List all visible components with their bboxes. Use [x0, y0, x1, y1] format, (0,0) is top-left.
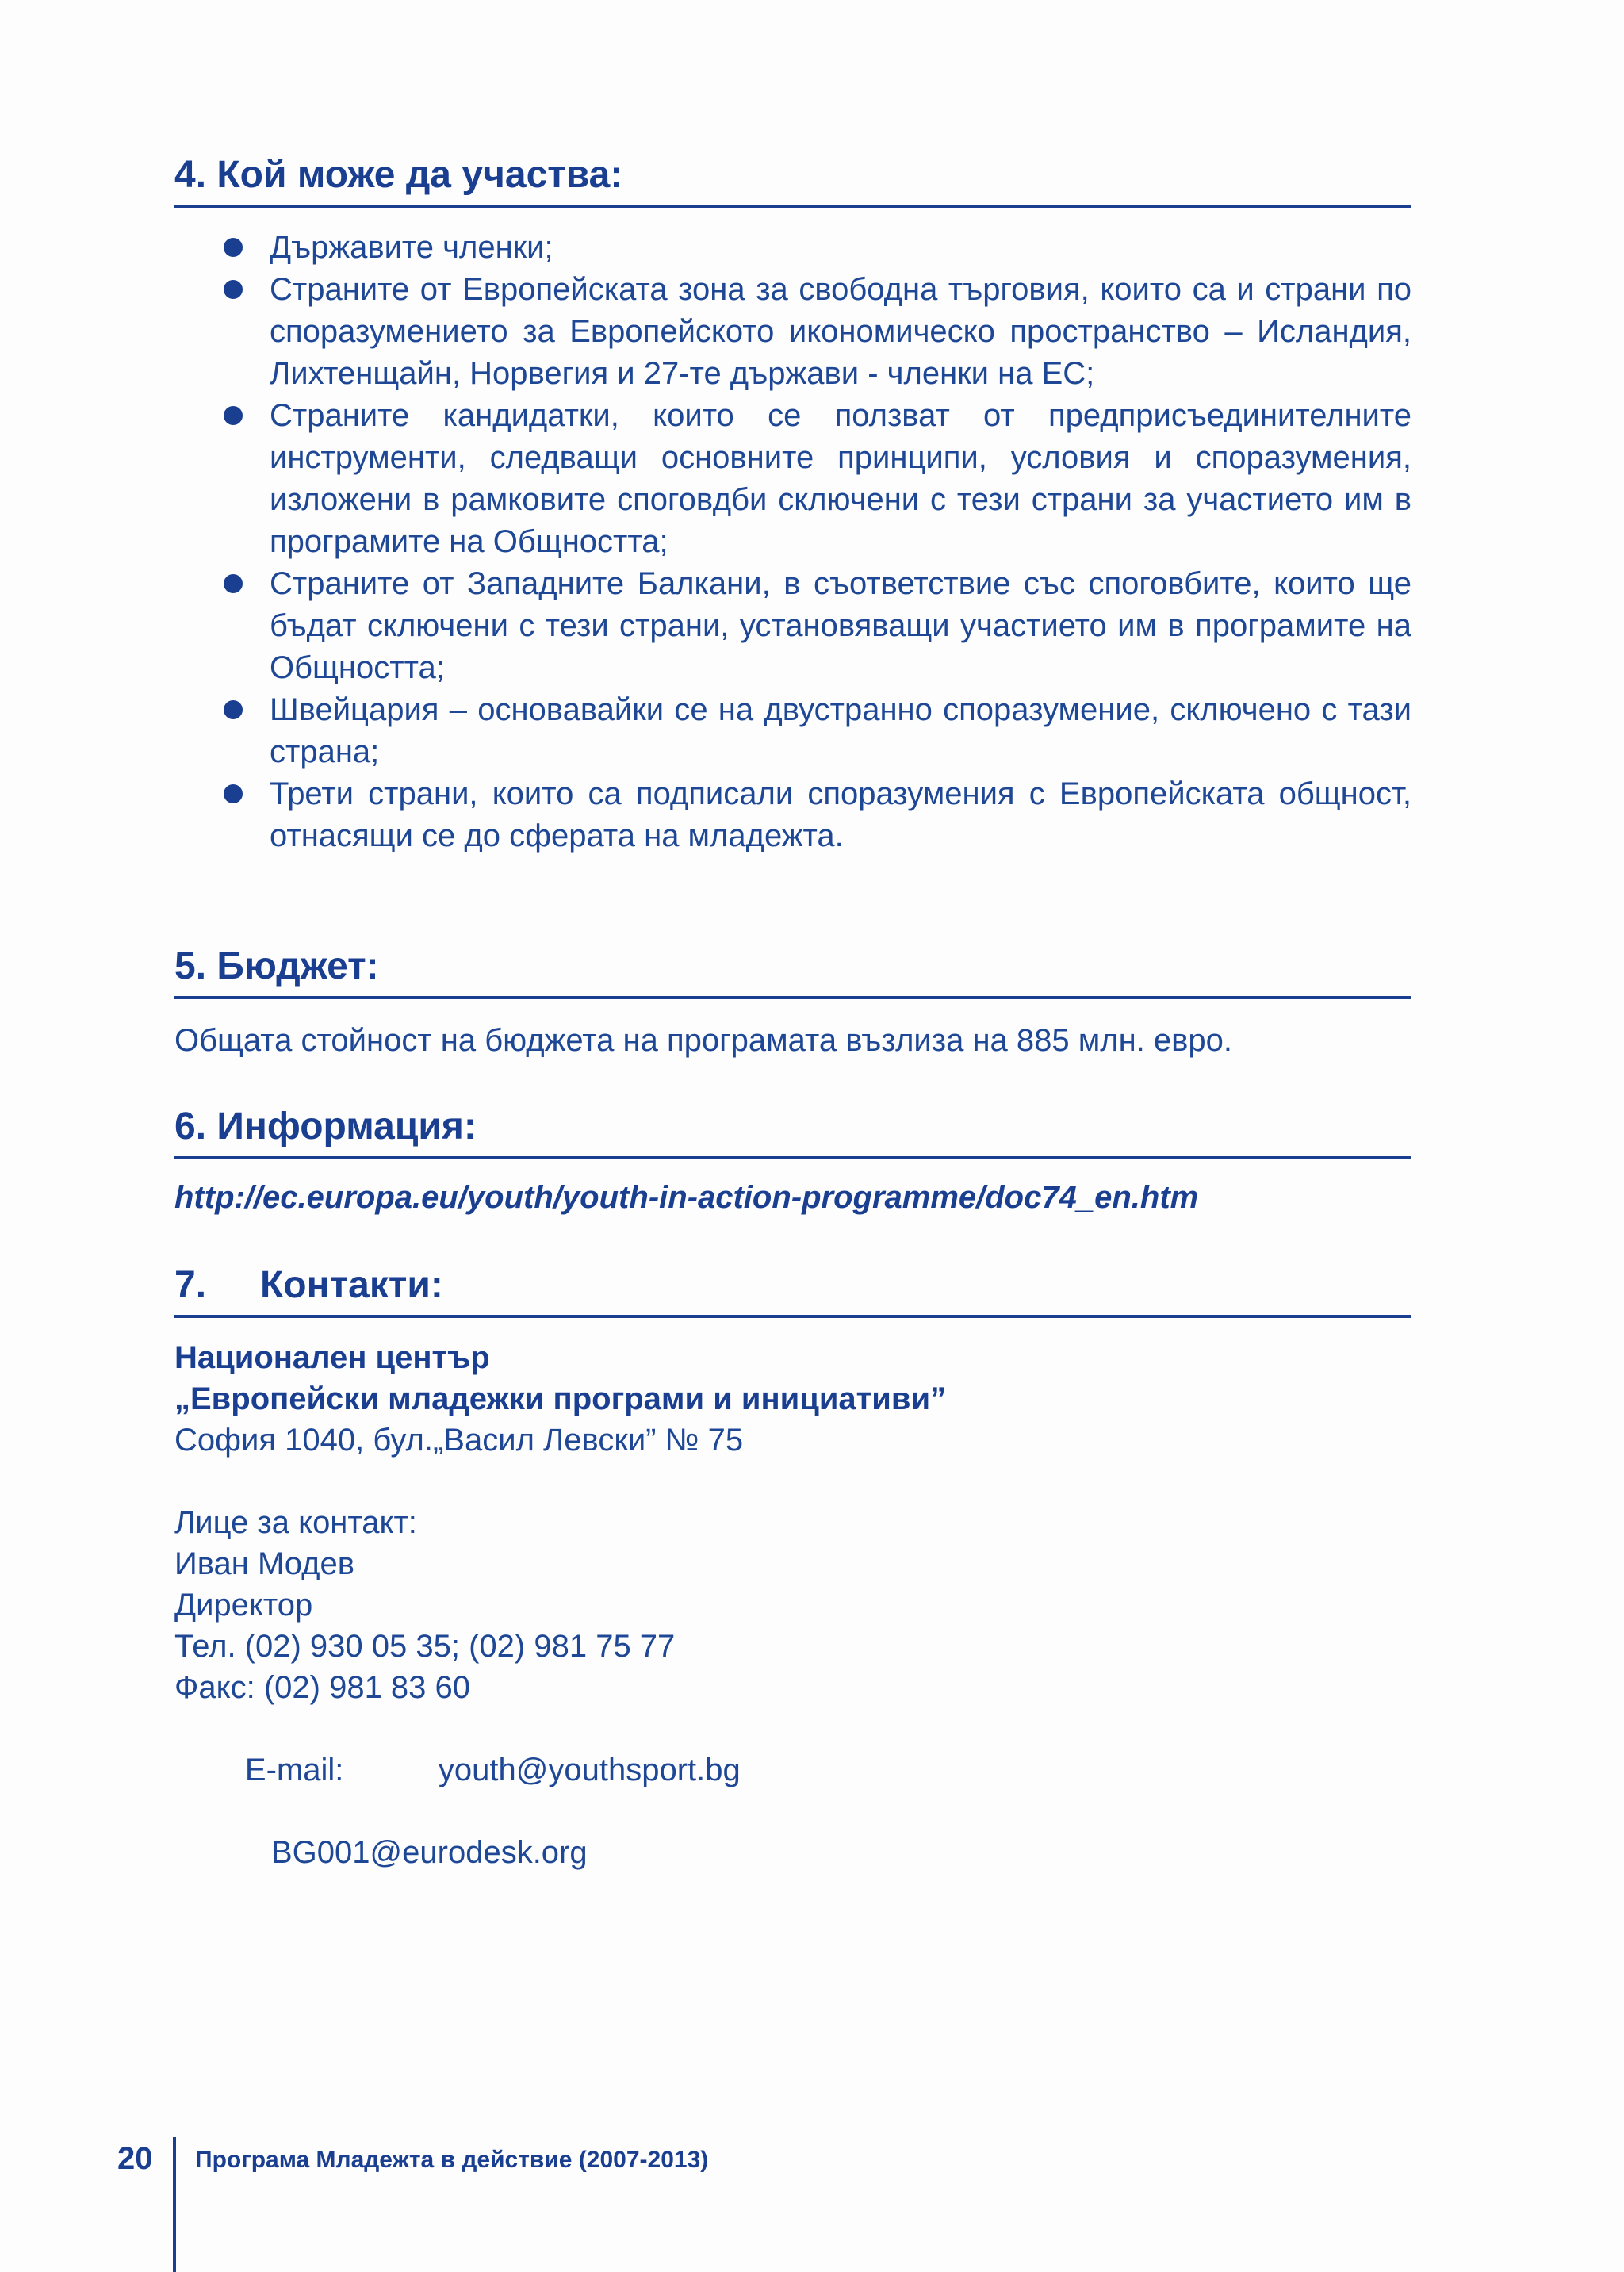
spacer	[174, 1461, 1411, 1502]
contact-label: Лице за контакт:	[174, 1505, 417, 1540]
page-number: 20	[117, 2141, 153, 2176]
budget-title: Бюджет:	[216, 945, 379, 987]
list-item: Страните от Западните Балкани, в съответствие със споговбите, които ще бъдат сключени с тези страни, установяващи участието им в програмите на Общността;	[174, 563, 1411, 689]
budget-heading	[174, 942, 1411, 999]
info-number: 6.	[174, 1105, 207, 1147]
budget-number: 5.	[174, 945, 207, 987]
footer-title: Програма Младежта в действие (2007-2013)	[195, 2147, 709, 2173]
participants-section	[174, 151, 1411, 857]
list-item: Трети страни, които са подписали споразумения с Европейската общност, отнасящи се до сферата на младежта.	[174, 773, 1411, 857]
organization-subtitle: „Европейски младежки програми и инициативи”	[174, 1381, 947, 1416]
email-link-youth[interactable]: youth@youthsport.bg	[438, 1753, 741, 1787]
list-item: Страните кандидатки, които се ползват от предприсъединителните инструменти, следващи основните принципи, условия и споразумения, изложени в рамковите споговдби сключени с тези страни за участието им в програмите на Общността;	[174, 395, 1411, 563]
list-item: Държавите членки;	[174, 227, 1411, 269]
email-label: E-mail:	[244, 1753, 344, 1787]
participants-title: Кой може да участва:	[216, 154, 623, 196]
contact-role: Директор	[174, 1588, 313, 1623]
contacts-number: 7.	[174, 1264, 207, 1306]
email-link-eurodesk[interactable]: BG001@eurodesk.org	[271, 1835, 588, 1870]
footer-divider	[173, 2137, 176, 2272]
participants-number: 4.	[174, 154, 207, 196]
budget-text: Общата стойност на бюджета на програмата възлиза на 885 млн. евро.	[174, 1023, 1233, 1058]
email-row	[174, 1708, 1411, 1832]
info-title: Информация:	[216, 1105, 477, 1147]
info-link[interactable]: http://ec.europa.eu/youth/youth-in-action-programme/doc74_en.htm	[174, 1180, 1199, 1215]
contact-person: Иван Модев	[174, 1546, 354, 1581]
info-heading	[174, 1102, 1411, 1159]
participants-list	[174, 227, 1411, 857]
contacts-section	[174, 1261, 1411, 1873]
list-item: Страните от Европейската зона за свободна търговия, които са и страни по споразумението за Европейското икономическо пространство – Исландия, Лихтенщайн, Норвегия и 27-те държави - членки на ЕС;	[174, 269, 1411, 395]
info-section	[174, 1102, 1411, 1216]
contacts-heading	[174, 1261, 1411, 1318]
contacts-title: Контакти:	[260, 1264, 443, 1306]
contact-phone: Тел. (02) 930 05 35; (02) 981 75 77	[174, 1629, 676, 1664]
list-item: Швейцария – основавайки се на двустранно споразумение, сключено с тази страна;	[174, 689, 1411, 773]
contacts-body	[174, 1337, 1411, 1873]
participants-heading	[174, 151, 1411, 208]
contact-fax: Факс: (02) 981 83 60	[174, 1670, 471, 1705]
budget-section	[174, 942, 1411, 1062]
address: София 1040, бул.„Васил Левски” № 75	[174, 1423, 744, 1458]
organization-name: Национален център	[174, 1340, 490, 1375]
